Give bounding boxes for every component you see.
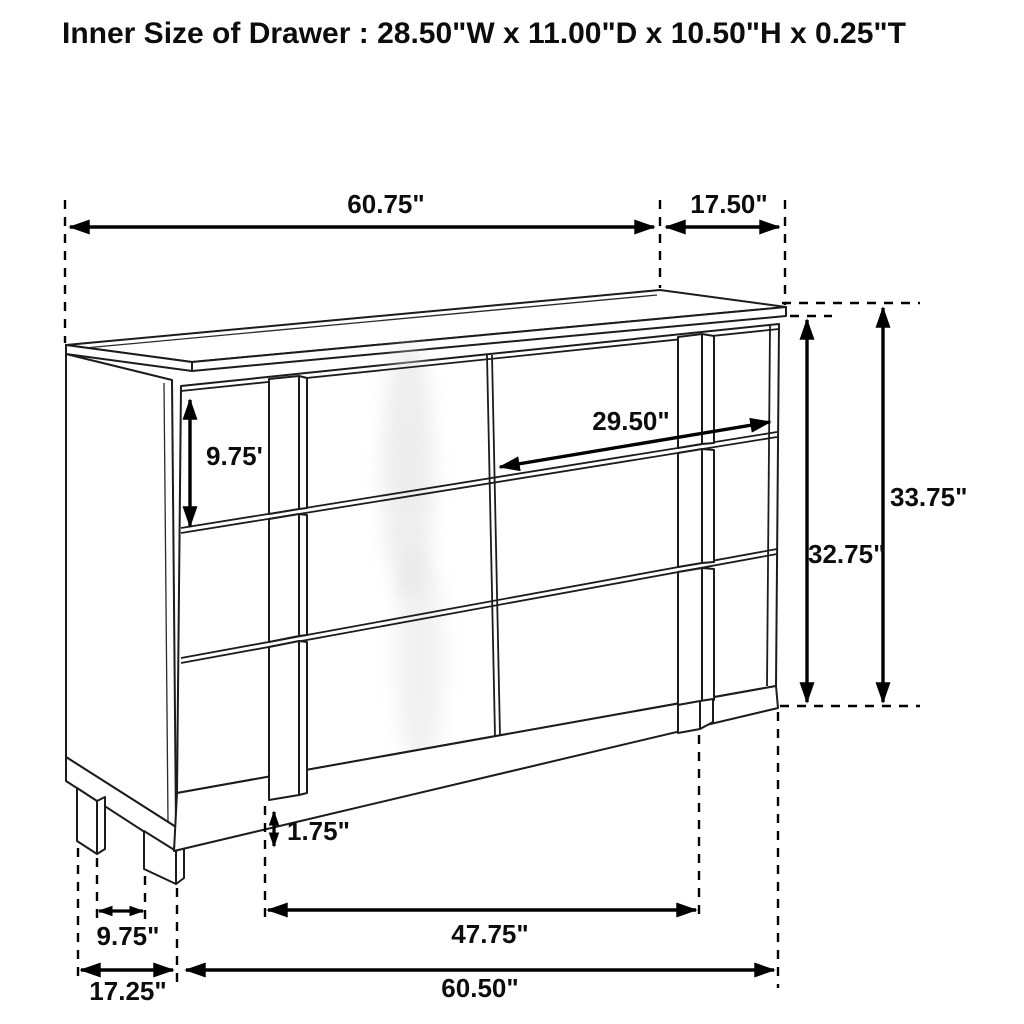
drawer-height-label: 9.75' — [206, 441, 263, 471]
page-title: Inner Size of Drawer : 28.50"W x 11.00"D x 10.50"H x 0.25"T — [62, 17, 906, 50]
cabinet-height-label: 32.75" — [808, 539, 886, 569]
overall-width-label: 60.50" — [441, 973, 519, 1003]
front-left-leg-side — [176, 846, 184, 884]
back-left-leg-side — [97, 797, 105, 854]
front-right-foot — [678, 701, 700, 733]
top-width-label: 60.75" — [347, 189, 425, 219]
dresser-drawing — [66, 290, 786, 884]
leg-spacing-label: 9.75" — [96, 921, 160, 951]
base-height-label: 1.75" — [287, 816, 350, 846]
right-post — [678, 334, 714, 733]
top-depth-label: 17.50" — [690, 189, 768, 219]
bottom-depth-label: 17.25" — [89, 976, 167, 1006]
overall-height-label: 33.75" — [890, 482, 968, 512]
dresser-side-panel — [66, 354, 176, 827]
leg-span-label: 47.75" — [451, 919, 529, 949]
sheen-highlight-2 — [396, 550, 444, 770]
left-post — [269, 376, 307, 800]
back-left-leg — [77, 788, 97, 854]
drawer-width-label: 29.50" — [592, 406, 670, 436]
